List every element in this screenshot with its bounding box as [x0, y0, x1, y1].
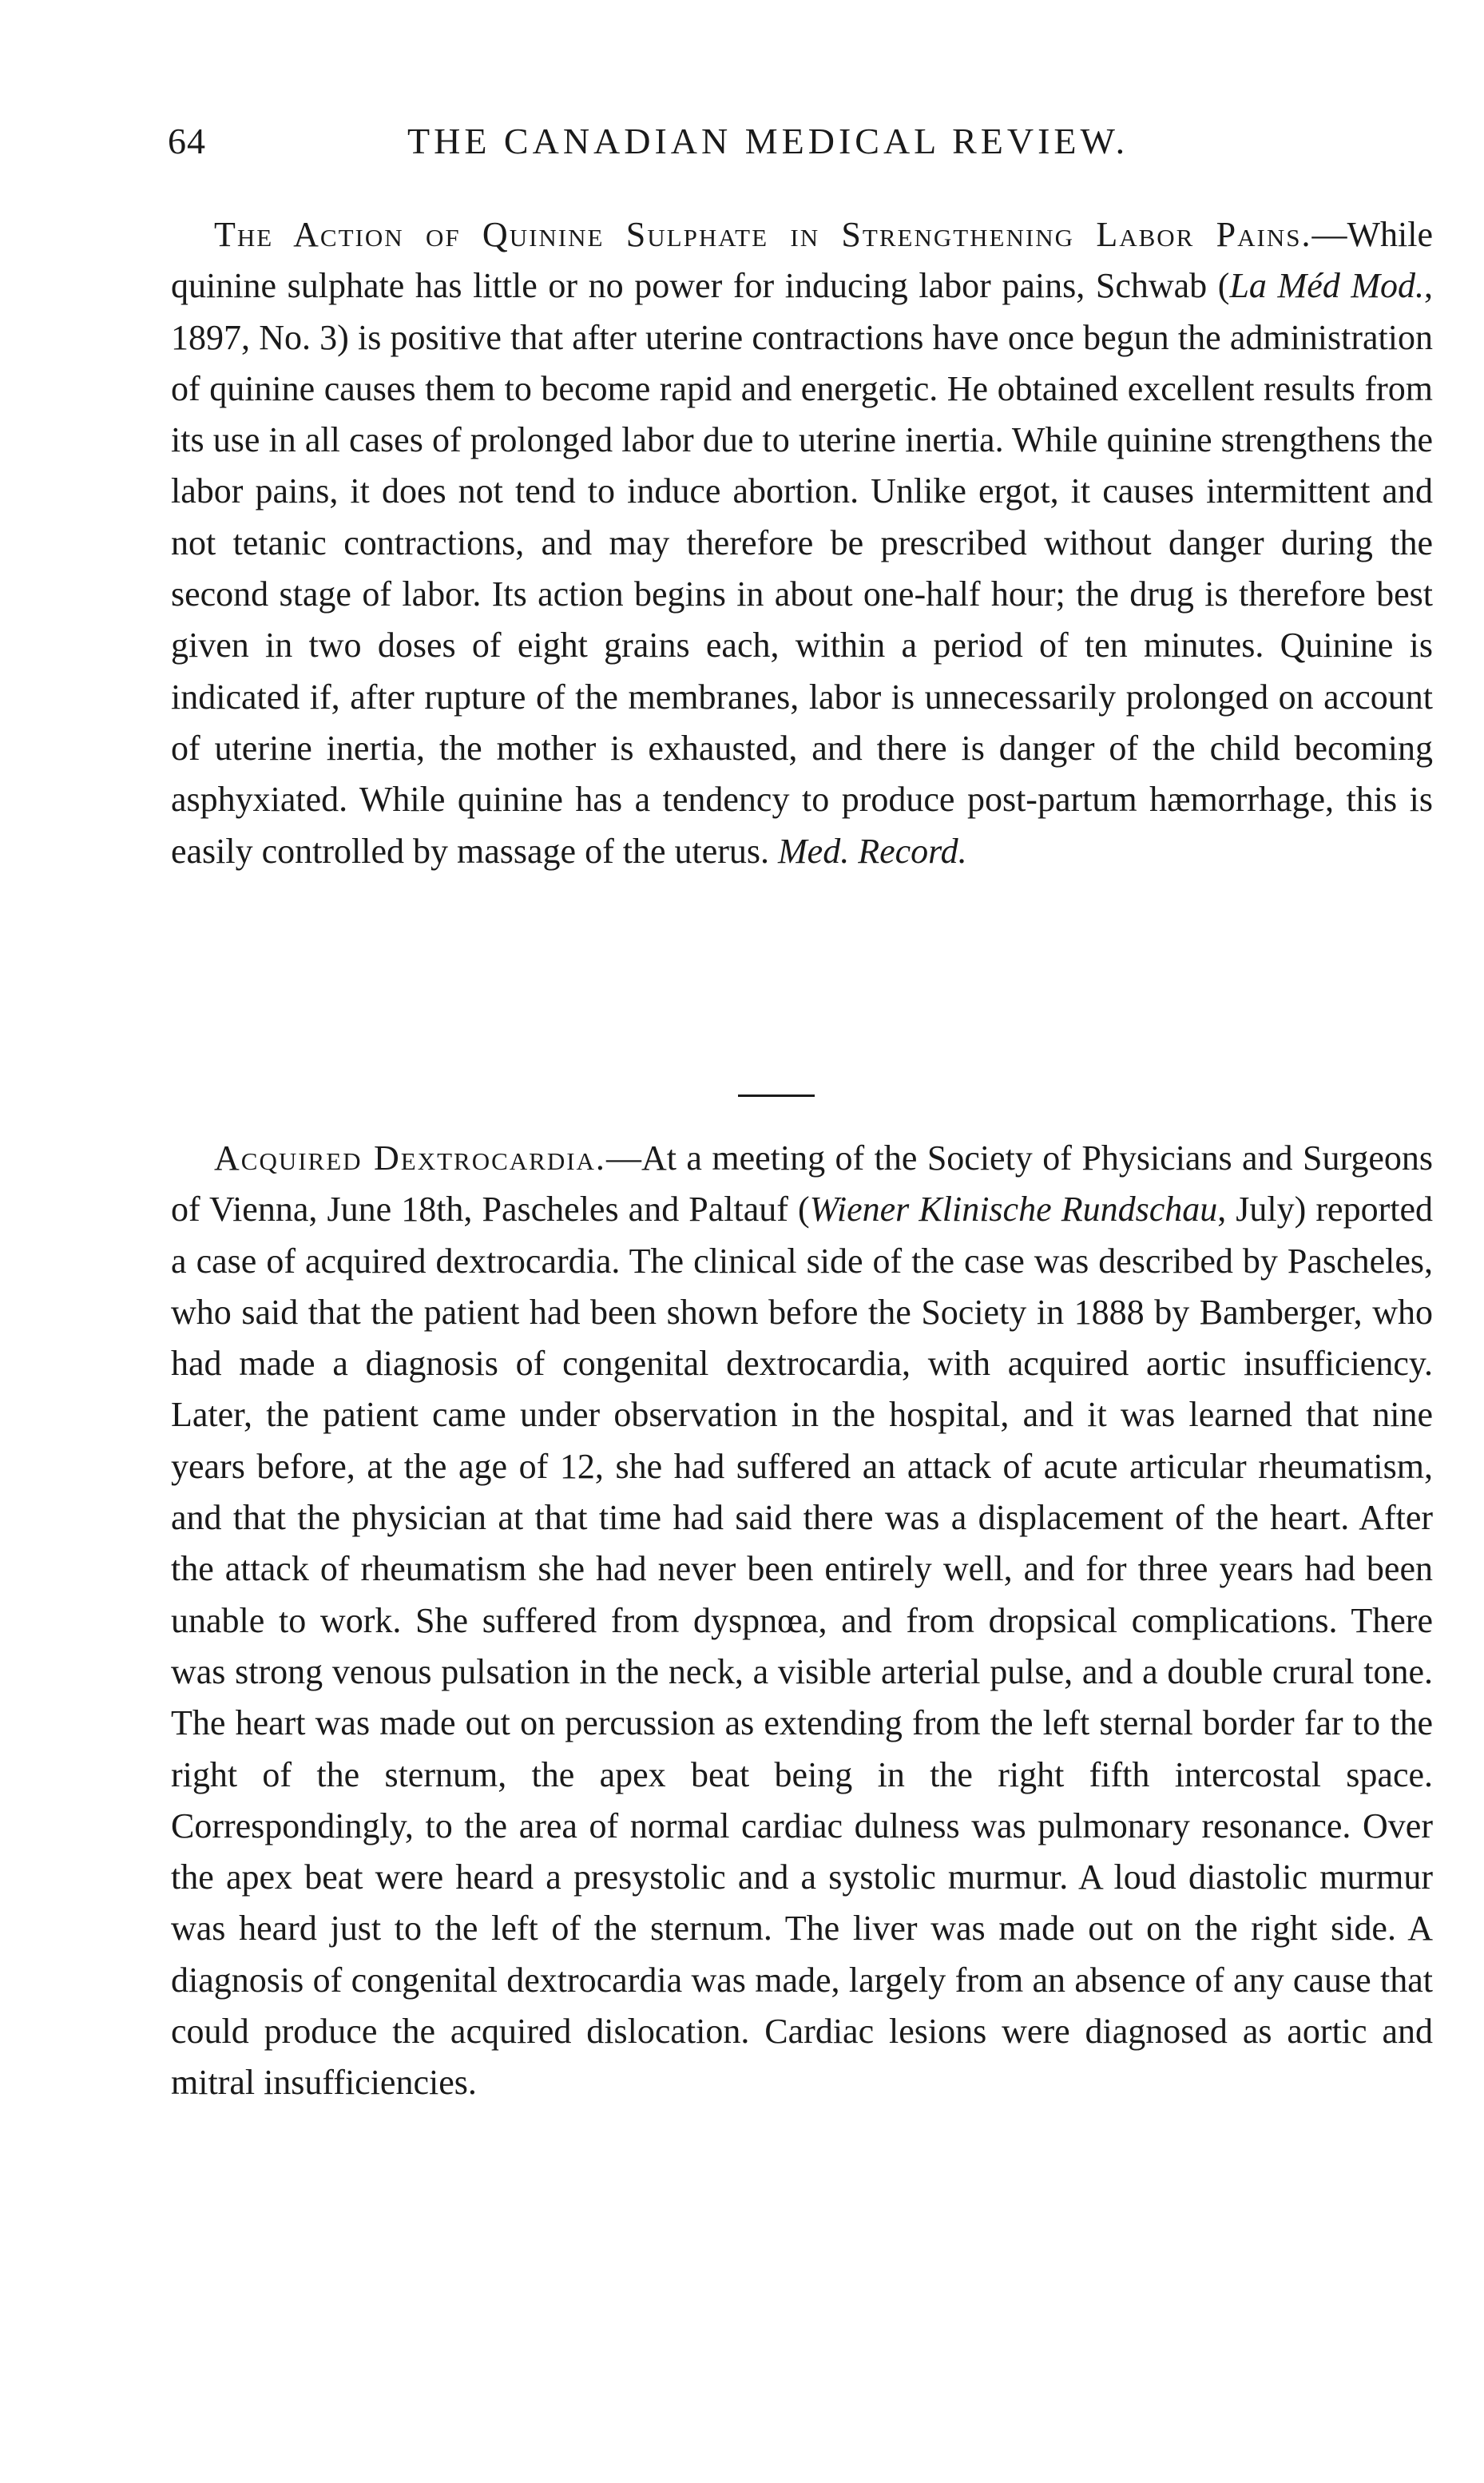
article-title: Acquired Dextrocardia. [214, 1138, 606, 1178]
article-body: , 1897, No. 3) is positive that after uterine contractions have once begun the administration of quinine causes them to become rapid and energetic. He obtained excellent results from its use in all cases of prolonged labor due to uterine inertia. While quinine strengthens the labor pains, it does not tend to induce abortion. Unlike ergot, it causes intermittent and not tetanic contractions, and may therefore be prescribed without danger during the second stage of labor. Its action begins in about one-half hour; the drug is therefore best given in two doses of eight grains each, within a period of ten minutes. Quinine is indicated if, after rupture of the membranes, labor is unnecessarily prolonged on account of uterine inertia, the mother is exhausted, and there is danger of the child becoming asphyxiated. While quinine has a tendency to produce post-partum hæmorrhage, this is easily controlled by massage of the uterus. [171, 266, 1433, 871]
article-title: The Action of Quinine Sulphate in Strengthening Labor Pains. [214, 215, 1312, 254]
article-paragraph [171, 1133, 1433, 2109]
page-header [168, 120, 1430, 168]
article-acquired-dextrocardia [171, 1133, 1433, 2109]
article-body-intro: —At a meeting of the Society of Physicians and Surgeons of Vienna, June 18th, Pascheles and Paltauf ( [171, 1138, 1433, 1230]
page-number: 64 [168, 121, 206, 161]
source-citation: La Méd Mod. [1229, 266, 1424, 306]
article-body: , July) reported a case of acquired dextrocardia. The clinical side of the case was described by Pascheles, who said that the patient had been shown before the Society in 1888 by Bamberger, who had made a diagnosis of congenital dextrocardia, with acquired aortic insufficiency. Later, the patient came under observation in the hospital, and it was learned that nine years before, at the age of 12, she had suffered an attack of acute articular rheumatism, and that the physician at that time had said there was a displacement of the heart. After the attack of rheumatism she had never been entirely well, and for three years had been unable to work. She suffered from dyspnœa, and from dropsical complications. There was strong venous pulsation in the neck, a visible arterial pulse, and a double crural tone. The heart was made out on percussion as extending from the left sternal border far to the right of the sternum, the apex beat being in the right fifth intercostal space. Correspondingly, to the area of normal cardiac dulness was pulmonary resonance. Over the apex beat were heard a presystolic and a systolic murmur. A loud diastolic murmur was heard just to the left of the sternum. The liver was made out on the right side. A diagnosis of congenital dextrocardia was made, largely from an absence of any cause that could produce the acquired dislocation. Cardiac lesions were diagnosed as aortic and mitral insufficiencies. [171, 1190, 1433, 2103]
closing-source: Med. Record. [778, 831, 967, 871]
running-head: THE CANADIAN MEDICAL REVIEW. [407, 121, 1129, 161]
article-body-intro: —While quinine sulphate has little or no power for inducing labor pains, Schwab ( [171, 215, 1433, 306]
article-quinine-sulphate [171, 209, 1433, 877]
source-citation: Wiener Klinische Rundschau [809, 1190, 1218, 1230]
section-divider [738, 1095, 815, 1097]
article-paragraph [171, 209, 1433, 877]
